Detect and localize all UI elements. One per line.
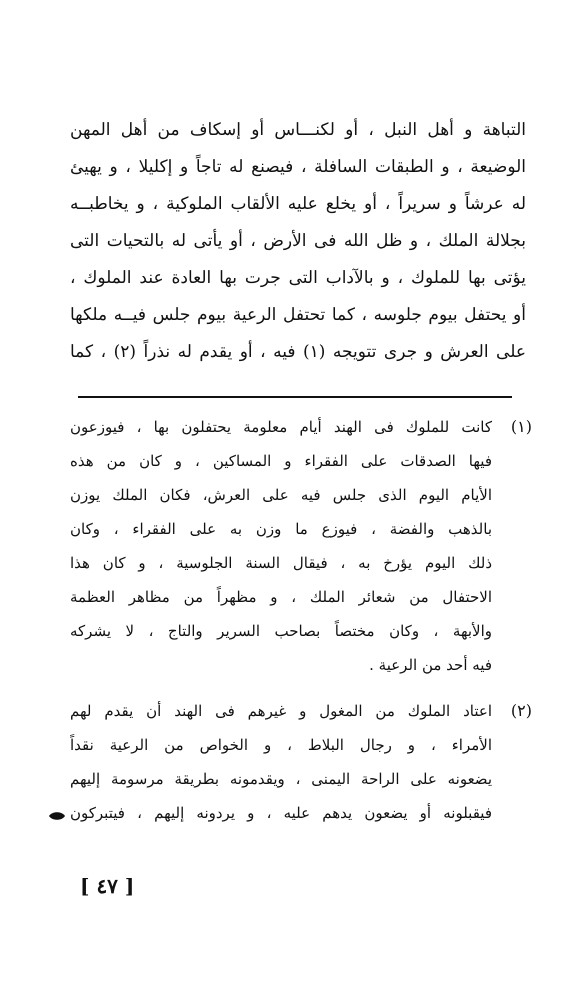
footnote-line: اعتاد الملوك من المغول و غيرهم فى الهند أن يقدم لهم — [70, 702, 492, 720]
footnote-line: الاحتفال من شعائر الملك ، و مظهراً من مظاهر العظمة — [70, 588, 492, 606]
main-text-block — [70, 112, 526, 371]
main-text-line: التباهة و أهل النبل ، أو لكنـــاس أو إسكاف من أهل المهن — [70, 120, 526, 140]
footnote-1 — [70, 410, 532, 690]
footnote-marker: (٢) — [510, 701, 532, 720]
footnote-divider — [78, 396, 512, 398]
footnote-line: ذلك اليوم يؤرخ به ، فيقال السنة الجلوسية ، و كان هذا — [70, 554, 492, 572]
footnote-line: يضعونه على الراحة اليمنى ، ويقدمونه بطريقة مرسومة إليهم — [70, 770, 492, 788]
footnote-line: والأبهة ، وكان مختصاً بصاحب السرير والتاج ، لا يشركه — [70, 622, 492, 640]
main-text-line: أو يحتفل بيوم جلوسه ، كما تحتفل الرعية بيوم جلس فيــه ملكها — [70, 305, 526, 325]
footnote-body — [70, 410, 492, 682]
footnote-line: فيه أحد من الرعية . — [369, 656, 492, 674]
page-number: [ ٤٧ ] — [80, 874, 135, 898]
footnote-2 — [70, 694, 532, 854]
main-text-line: له عرشاً و سريراً ، أو يخلع عليه الألقاب الملوكية ، و يخاطبــه — [70, 194, 526, 214]
main-text-line: يؤتى بها للملوك ، و بالآداب التى جرت بها العادة عند الملوك ، — [70, 268, 526, 288]
footnote-line: كانت للملوك فى الهند أيام معلومة يحتفلون بها ، فيوزعون — [70, 418, 492, 436]
footnote-line: الأيام اليوم الذى جلس فيه على العرش، فكان الملك يوزن — [70, 486, 492, 504]
main-text-line: على العرش و جرى تتويجه (١) فيه ، أو يقدم له نذراً (٢) ، كما — [70, 342, 526, 362]
footnote-line: بالذهب والفضة ، فيوزع ما وزن به على الفقراء ، وكان — [70, 520, 492, 538]
footnote-body — [70, 694, 492, 830]
continuation-mark-icon — [48, 810, 66, 822]
main-text-line: الوضيعة ، و الطبقات السافلة ، فيصنع له تاجاً و إكليلا ، و يهيئ — [70, 157, 526, 177]
footnote-line: فيها الصدقات على الفقراء و المساكين ، و كان من هذه — [70, 452, 492, 470]
main-text-line: بجلالة الملك ، و ظل الله فى الأرض ، أو يأتى له بالتحيات التى — [70, 231, 526, 251]
footnote-marker: (١) — [510, 417, 532, 436]
footnote-line: الأمراء ، و رجال البلاط ، و الخواص من الرعية نقداً — [70, 736, 492, 754]
footnote-line: فيقبلونه أو يضعون يدهم عليه ، و يردونه إليهم ، فيتبركون — [70, 804, 492, 822]
